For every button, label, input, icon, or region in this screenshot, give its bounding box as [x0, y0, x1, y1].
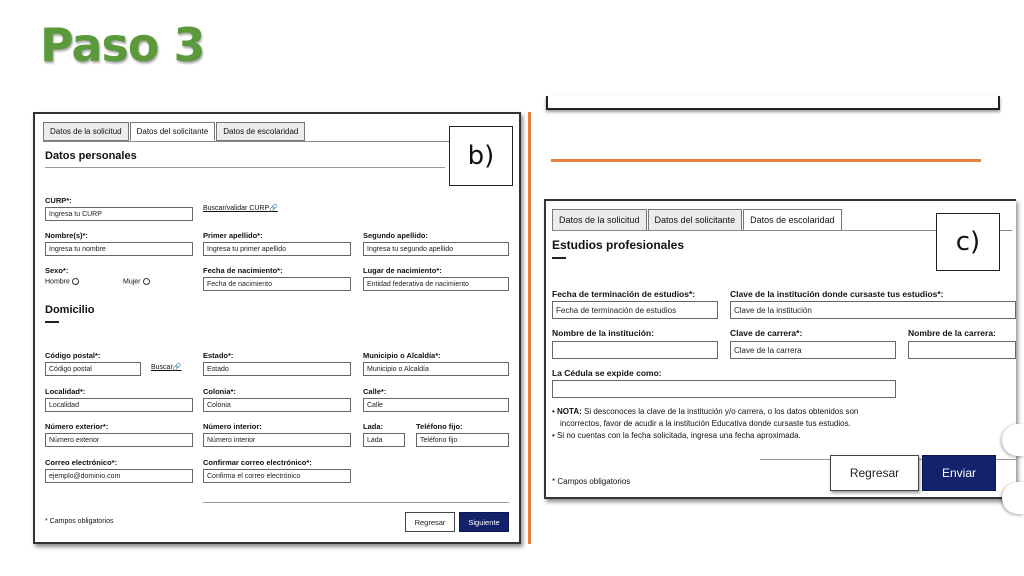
- cedula-select[interactable]: [552, 380, 896, 398]
- applicant-form-panel: [33, 112, 521, 544]
- estado-label: Estado*:: [203, 351, 234, 360]
- municipio-select[interactable]: Municipio o Alcaldía: [363, 362, 509, 376]
- curp-label: CURP*:: [45, 196, 72, 205]
- colonia-label: Colonia*:: [203, 387, 236, 396]
- fecha-terminacion-input[interactable]: Fecha de terminación de estudios: [552, 301, 718, 319]
- calle-input[interactable]: Calle: [363, 398, 509, 412]
- nombre-input[interactable]: Ingresa tu nombre: [45, 242, 193, 256]
- clave-institucion-label: Clave de la institución donde cursaste tus estudios*:: [730, 289, 944, 299]
- tab-divider: [43, 141, 511, 142]
- clave-carrera-input[interactable]: Clave de la carrera: [730, 341, 896, 359]
- orange-divider-horizontal: [551, 159, 981, 162]
- numero-exterior-input[interactable]: Número exterior: [45, 433, 193, 447]
- sexo-label: Sexo*:: [45, 266, 69, 275]
- step-badge-c: c): [936, 213, 1000, 271]
- form-tabs: [43, 122, 306, 141]
- nombre-institucion-label: Nombre de la institución:: [552, 328, 655, 338]
- localidad-label: Localidad*:: [45, 387, 86, 396]
- primer-apellido-label: Primer apellido*:: [203, 231, 263, 240]
- primer-apellido-input[interactable]: Ingresa tu primer apellido: [203, 242, 351, 256]
- radio-mujer-label: Mujer: [123, 278, 141, 286]
- link-icon: 🔗: [172, 364, 182, 371]
- note-text-3: Si no cuentas con la fecha solicitada, ingresa una fecha aproximada.: [557, 431, 801, 440]
- form-tabs: [552, 209, 843, 231]
- tab-schooling-data[interactable]: Datos de escolaridad: [216, 122, 305, 141]
- step-badge-b: b): [449, 126, 513, 186]
- calle-label: Calle*:: [363, 387, 387, 396]
- footer-divider: [203, 502, 509, 503]
- back-button[interactable]: Regresar: [830, 455, 919, 491]
- side-scroll-handle[interactable]: [1002, 482, 1024, 514]
- estado-select[interactable]: Estado: [203, 362, 351, 376]
- radio-mujer[interactable]: [123, 278, 150, 285]
- fecha-terminacion-label: Fecha de terminación de estudios*:: [552, 289, 696, 299]
- lada-label: Lada:: [363, 422, 384, 431]
- buscar-link-text: Buscar: [151, 364, 173, 371]
- next-button[interactable]: Siguiente: [459, 512, 509, 532]
- confirmar-correo-label: Confirmar correo electrónico*:: [203, 458, 312, 467]
- numero-interior-input[interactable]: Número interior: [203, 433, 351, 447]
- cropped-panel-edge: [546, 96, 1000, 110]
- clave-institucion-input[interactable]: Clave de la institución: [730, 301, 1016, 319]
- nombre-label: Nombre(s)*:: [45, 231, 88, 240]
- lugar-nacimiento-label: Lugar de nacimiento*:: [363, 266, 442, 275]
- schooling-form-panel: [544, 199, 1016, 499]
- segundo-apellido-input[interactable]: Ingresa tu segundo apellido: [363, 242, 509, 256]
- correo-label: Correo electrónico*:: [45, 458, 118, 467]
- municipio-label: Municipio o Alcaldía*:: [363, 351, 441, 360]
- section-title-studies: Estudios profesionales: [552, 238, 685, 252]
- back-button[interactable]: Regresar: [405, 512, 455, 532]
- fecha-nacimiento-label: Fecha de nacimiento*:: [203, 266, 283, 275]
- curp-link-text: Buscar/validar CURP: [203, 205, 270, 212]
- section-divider: [45, 167, 445, 168]
- localidad-select[interactable]: Localidad: [45, 398, 193, 412]
- orange-divider-vertical: [528, 112, 531, 544]
- tab-applicant-data[interactable]: Datos del solicitante: [648, 209, 743, 231]
- cp-input[interactable]: Código postal: [45, 362, 141, 376]
- telefono-label: Teléfono fijo:: [416, 422, 463, 431]
- lada-input[interactable]: Lada: [363, 433, 405, 447]
- note-line-2: incorrectos, favor de acudir a la institución Educativa donde cursaste tus estudios.: [560, 419, 851, 428]
- confirmar-correo-input[interactable]: Confirma el correo electrónico: [203, 469, 351, 483]
- radio-hombre-label: Hombre: [45, 278, 70, 286]
- note-text-1: Si desconoces la clave de la institución y/o carrera, o los datos obtenidos son: [584, 407, 859, 416]
- tab-applicant-data[interactable]: Datos del solicitante: [130, 122, 216, 141]
- note-bold: NOTA:: [557, 407, 582, 416]
- tab-request-data[interactable]: Datos de la solicitud: [552, 209, 647, 231]
- cedula-label: La Cédula se expide como:: [552, 368, 662, 378]
- nombre-carrera-field: [908, 341, 1016, 359]
- segundo-apellido-label: Segundo apellido:: [363, 231, 428, 240]
- required-fields-note: * Campos obligatorios: [552, 477, 631, 486]
- nombre-carrera-label: Nombre de la carrera:: [908, 328, 996, 338]
- note-line-1: • NOTA: Si desconoces la clave de la institución y/o carrera, o los datos obtenidos son: [552, 407, 859, 416]
- link-icon: 🔗: [269, 205, 278, 212]
- telefono-input[interactable]: Teléfono fijo: [416, 433, 509, 447]
- section-underline: [552, 257, 566, 259]
- radio-mujer-circle[interactable]: [143, 278, 150, 285]
- section-underline: [45, 321, 59, 323]
- lugar-nacimiento-select[interactable]: Entidad federativa de nacimiento: [363, 277, 509, 291]
- buscar-cp-link[interactable]: [151, 363, 182, 371]
- radio-hombre-circle[interactable]: [72, 278, 79, 285]
- curp-validate-link[interactable]: [203, 204, 278, 212]
- section-title-domicilio: Domicilio: [45, 304, 95, 316]
- submit-button[interactable]: Enviar: [922, 455, 996, 491]
- slide-title: Paso 3: [40, 18, 205, 72]
- fecha-nacimiento-input[interactable]: Fecha de nacimiento: [203, 277, 351, 291]
- colonia-select[interactable]: Colonia: [203, 398, 351, 412]
- correo-input[interactable]: ejemplo@dominio.com: [45, 469, 193, 483]
- note-line-3: • Si no cuentas con la fecha solicitada, ingresa una fecha aproximada.: [552, 431, 801, 440]
- numero-exterior-label: Número exterior*:: [45, 422, 109, 431]
- tab-schooling-data[interactable]: Datos de escolaridad: [743, 209, 842, 231]
- nombre-institucion-field: [552, 341, 718, 359]
- numero-interior-label: Número interior:: [203, 422, 262, 431]
- cp-label: Código postal*:: [45, 351, 101, 360]
- section-title-personal: Datos personales: [45, 150, 137, 162]
- tab-request-data[interactable]: Datos de la solicitud: [43, 122, 129, 141]
- required-fields-note: * Campos obligatorios: [45, 518, 114, 525]
- curp-input[interactable]: Ingresa tu CURP: [45, 207, 193, 221]
- radio-hombre[interactable]: [45, 278, 79, 285]
- clave-carrera-label: Clave de carrera*:: [730, 328, 803, 338]
